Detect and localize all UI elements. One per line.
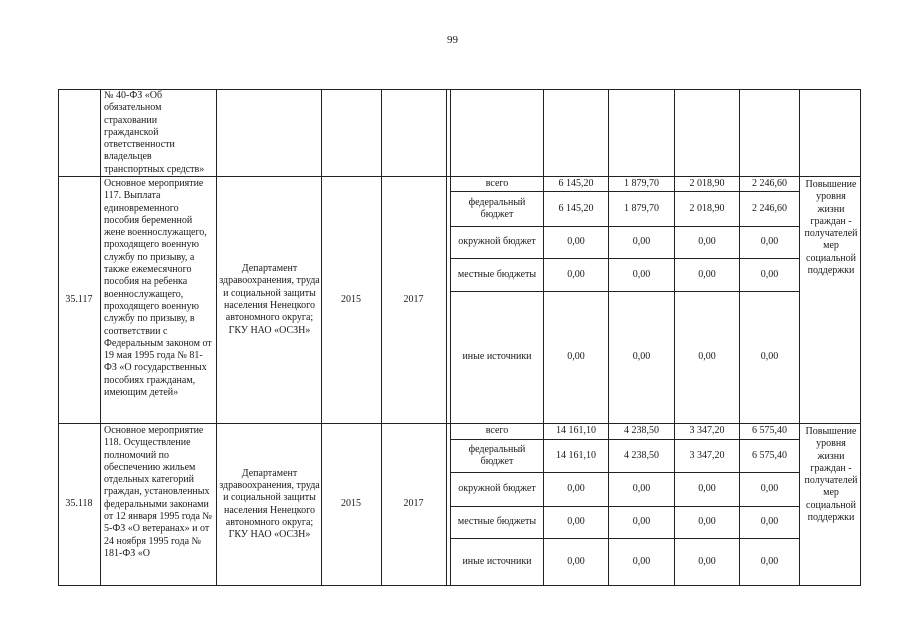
measure-name: Основное мероприятие 118. Осуществление полномочий по обеспечению жильем отдельных категорий граждан, установленных федеральными законами от 12 января 1995 года № 5-ФЗ «О ветеранах» и от 24 ноября 1995 года № 181-ФЗ «О [104,425,212,559]
expected-result: Повышение уровня жизни граждан - получателей мер социальной поддержки [804,426,858,524]
measure-name: Основное мероприятие 117. Выплата единовременного пособия беременной жене военнослужащего, проходящего военную службу по призыву, а также ежемесячного пособия на ребенка военнослужащего, проходящего военную службу по призыву, в соответствии с Федеральным законом от 19 мая 1995 года № 81-ФЗ «О государственных пособиях гражданам, имеющим детей» [104,178,212,399]
program-table [58,89,861,586]
source-label: всего [485,177,509,189]
value-cell: 0,00 [760,483,779,495]
value-cell: 0,00 [632,268,651,280]
start-year: 2015 [341,498,361,510]
row-number: 35.118 [65,498,93,510]
value-cell: 0,00 [760,236,779,248]
value-cell: 3 347,20 [689,425,725,437]
value-cell: 6 145,20 [558,202,594,214]
value-cell: 6 575,40 [752,425,787,437]
value-cell: 0,00 [698,555,716,567]
value-cell: 14 161,10 [556,449,596,461]
source-label: иные источники [462,555,532,567]
value-cell: 0,00 [567,351,585,363]
value-cell: 4 238,50 [624,425,659,437]
value-cell: 0,00 [632,516,651,528]
value-cell: 3 347,20 [689,449,725,461]
continuation-text: № 40-ФЗ «Об обязательном страховании гражданской ответственности владельцев транспортных средств» [104,90,205,175]
source-label: федеральный бюджет [468,196,526,220]
value-cell: 14 161,10 [556,425,596,437]
value-cell: 6 145,20 [558,177,594,189]
value-cell: 0,00 [698,483,716,495]
value-cell: 0,00 [567,483,585,495]
value-cell: 0,00 [567,236,585,248]
value-cell: 2 246,60 [752,202,787,214]
col-sep [216,89,217,586]
value-cell: 0,00 [632,555,651,567]
table-border-right [860,89,861,586]
value-cell: 1 879,70 [624,202,659,214]
executor: Департамент здравоохранения, труда и социальной защиты населения Ненецкого автономного округа; ГКУ НАО «ОСЗН» [219,263,320,336]
value-cell: 0,00 [632,483,651,495]
value-cell: 2 018,90 [689,202,725,214]
source-label: местные бюджеты [457,268,537,280]
value-cell: 2 246,60 [752,177,787,189]
row-number: 35.117 [65,293,93,305]
value-cell: 4 238,50 [624,449,659,461]
value-cell: 0,00 [698,236,716,248]
value-cell: 0,00 [698,516,716,528]
end-year: 2017 [403,293,424,305]
source-label: окружной бюджет [458,483,536,495]
source-label: окружной бюджет [458,236,536,248]
col-sep [446,89,447,586]
page-number: 99 [447,34,458,46]
executor: Департамент здравоохранения, труда и социальной защиты населения Ненецкого автономного округа; ГКУ НАО «ОСЗН» [219,467,320,541]
value-cell: 0,00 [760,268,779,280]
col-sep [100,89,101,586]
value-cell: 0,00 [632,351,651,363]
expected-result: Повышение уровня жизни граждан - получателей мер социальной поддержки [804,179,858,277]
value-cell: 1 879,70 [624,177,659,189]
value-cell: 0,00 [760,351,779,363]
table-border-bottom [58,585,861,586]
value-cell: 0,00 [567,516,585,528]
source-label: иные источники [462,351,532,363]
value-cell: 0,00 [567,268,585,280]
value-cell: 0,00 [760,555,779,567]
source-label: местные бюджеты [457,516,537,528]
col-sep [799,89,800,586]
value-cell: 6 575,40 [752,449,787,461]
value-cell: 0,00 [567,555,585,567]
end-year: 2017 [403,498,424,510]
start-year: 2015 [341,293,361,305]
value-cell: 2 018,90 [689,177,725,189]
source-label: всего [485,425,509,437]
value-cell: 0,00 [760,516,779,528]
value-cell: 0,00 [632,236,651,248]
source-label: федеральный бюджет [468,443,526,467]
value-cell: 0,00 [698,268,716,280]
value-cell: 0,00 [698,351,716,363]
